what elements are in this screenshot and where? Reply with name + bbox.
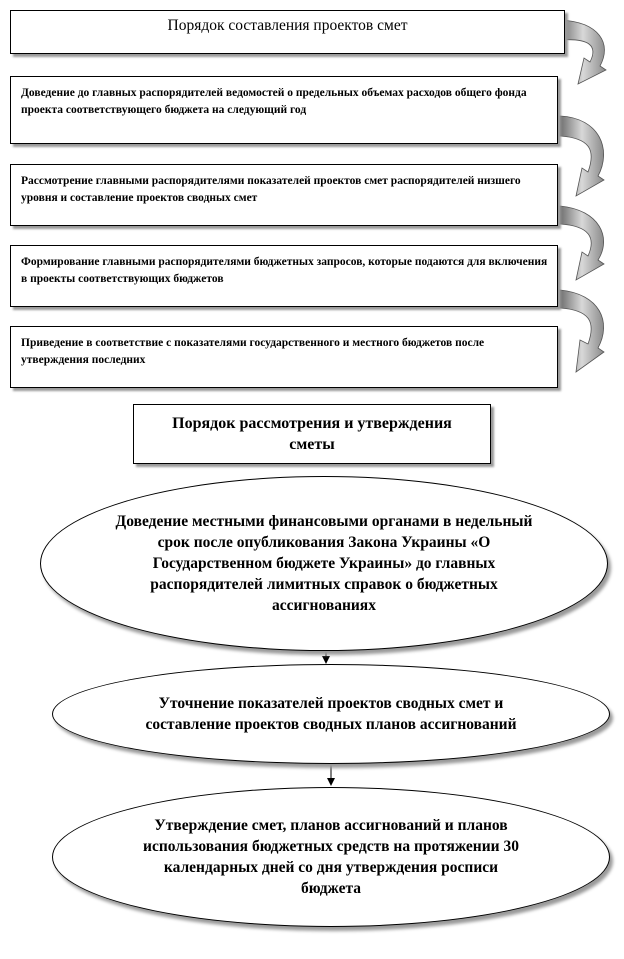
curved-arrow-1 bbox=[560, 20, 606, 84]
step-4 bbox=[10, 326, 558, 388]
step-4-text: Приведение в соответствие с показателями государственного и местного бюджетов после утверждения последних bbox=[21, 337, 485, 366]
step-2-text: Рассмотрение главными распорядителями показателей проектов смет распорядителей низшего уровня и составление проектов сводных смет bbox=[21, 175, 521, 204]
stage-1-ellipse bbox=[40, 476, 608, 651]
stage-1-text: Доведение местными финансовыми органами в недельный срок после опубликования Закона Украины «О Государственном бюджете Украины» до главных распорядителей лимитных справок о бюджетных ассигнованиях bbox=[115, 513, 533, 614]
stage-2-ellipse bbox=[52, 664, 610, 764]
stage-2-text: Уточнение показателей проектов сводных смет и составление проектов сводных планов ассигнований bbox=[145, 695, 517, 733]
section1-title-text: Порядок составления проектов смет bbox=[167, 17, 408, 34]
curved-arrow-4 bbox=[560, 290, 604, 372]
curved-arrow-3 bbox=[560, 206, 604, 280]
section1-title bbox=[10, 10, 565, 54]
section2-title-text: Порядок рассмотрения и утверждения сметы bbox=[172, 415, 452, 453]
step-1-text: Доведение до главных распорядителей ведомостей о предельных объемах расходов общего фонда проекта соответствующего бюджета на следующий год bbox=[21, 87, 527, 116]
step-2 bbox=[10, 164, 558, 226]
step-3 bbox=[10, 245, 558, 307]
section2-title bbox=[133, 404, 491, 464]
stage-3-ellipse bbox=[52, 787, 610, 927]
step-3-text: Формирование главными распорядителями бюджетных запросов, которые подаются для включения в проекты соответствующих бюджетов bbox=[21, 256, 548, 285]
stage-3-text: Утверждение смет, планов ассигнований и планов использования бюджетных средств на протяжении 30 календарных дней со дня утверждения росписи бюджета bbox=[143, 817, 519, 897]
curved-arrow-2 bbox=[560, 116, 604, 196]
step-1 bbox=[10, 76, 558, 144]
